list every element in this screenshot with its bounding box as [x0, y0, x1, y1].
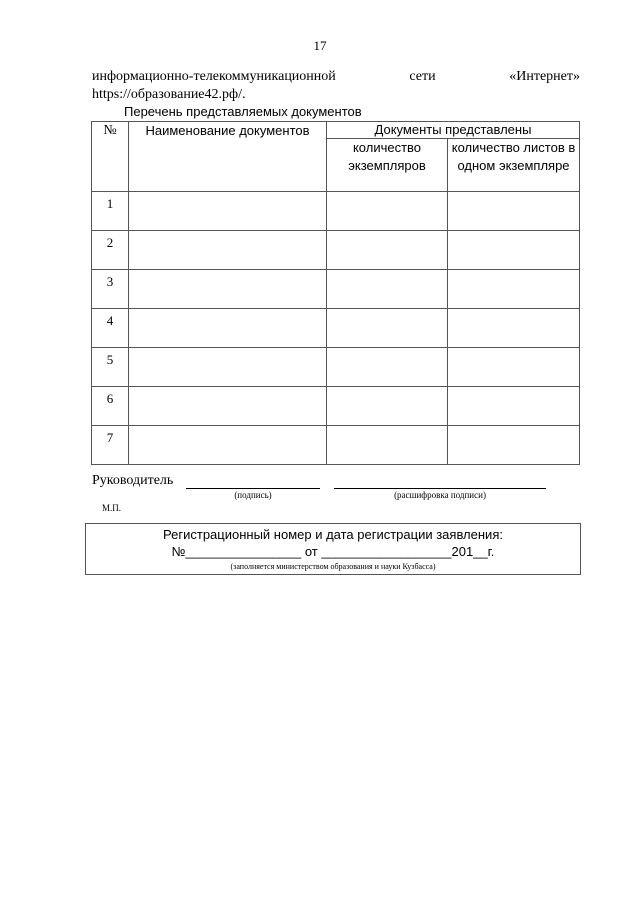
cell-copies[interactable] [327, 231, 448, 270]
row-number: 2 [92, 231, 129, 270]
cell-document-name[interactable] [129, 270, 327, 309]
registration-box [85, 523, 581, 575]
row-number: 4 [92, 309, 129, 348]
intro-text-line [92, 69, 580, 85]
cell-sheets[interactable] [448, 348, 580, 387]
registration-note: (заполняется министерством образования и науки Кузбасса) [230, 562, 436, 571]
cell-sheets[interactable] [448, 387, 580, 426]
documents-list-title: Перечень представляемых документов [124, 104, 362, 119]
documents-table [91, 121, 580, 465]
registration-title: Регистрационный номер и дата регистрации заявления: [163, 527, 503, 542]
stamp-label: М.П. [102, 503, 122, 513]
table-row [92, 348, 580, 387]
cell-document-name[interactable] [129, 309, 327, 348]
signature-caption: (подпись) [234, 490, 272, 500]
table-row [92, 270, 580, 309]
cell-document-name[interactable] [129, 192, 327, 231]
header-document-name: Наименование документов [129, 122, 327, 192]
cell-sheets[interactable] [448, 270, 580, 309]
cell-copies[interactable] [327, 309, 448, 348]
page-number: 17 [313, 38, 327, 53]
table-row [92, 192, 580, 231]
registration-number-date-field[interactable]: №________________ от __________________201__г. [171, 544, 495, 559]
table-row [92, 231, 580, 270]
intro-url: https://образование42.рф/. [92, 87, 246, 102]
table-row [92, 426, 580, 465]
cell-sheets[interactable] [448, 309, 580, 348]
signature-label: Руководитель [92, 473, 174, 488]
cell-document-name[interactable] [129, 348, 327, 387]
cell-copies[interactable] [327, 192, 448, 231]
cell-sheets[interactable] [448, 192, 580, 231]
table-row [92, 387, 580, 426]
cell-copies[interactable] [327, 426, 448, 465]
signature-decode-caption: (расшифровка подписи) [394, 490, 486, 500]
cell-document-name[interactable] [129, 231, 327, 270]
row-number: 1 [92, 192, 129, 231]
intro-word: сети [409, 69, 436, 84]
header-copies-count: количество экземпляров [327, 139, 448, 192]
cell-document-name[interactable] [129, 426, 327, 465]
header-documents-submitted: Документы представлены [327, 122, 580, 139]
intro-word: информационно-телекоммуникационной [92, 69, 336, 84]
header-number: № [92, 122, 129, 192]
cell-sheets[interactable] [448, 426, 580, 465]
cell-copies[interactable] [327, 348, 448, 387]
cell-sheets[interactable] [448, 231, 580, 270]
row-number: 3 [92, 270, 129, 309]
cell-copies[interactable] [327, 387, 448, 426]
row-number: 6 [92, 387, 129, 426]
cell-document-name[interactable] [129, 387, 327, 426]
row-number: 7 [92, 426, 129, 465]
table-header-row [92, 122, 580, 139]
signature-decode-field[interactable] [334, 488, 546, 489]
intro-word: «Интернет» [509, 69, 580, 84]
table-row [92, 309, 580, 348]
cell-copies[interactable] [327, 270, 448, 309]
row-number: 5 [92, 348, 129, 387]
header-sheets-count: количество листов в одном экземпляре [448, 139, 580, 192]
signature-field[interactable] [186, 488, 320, 489]
